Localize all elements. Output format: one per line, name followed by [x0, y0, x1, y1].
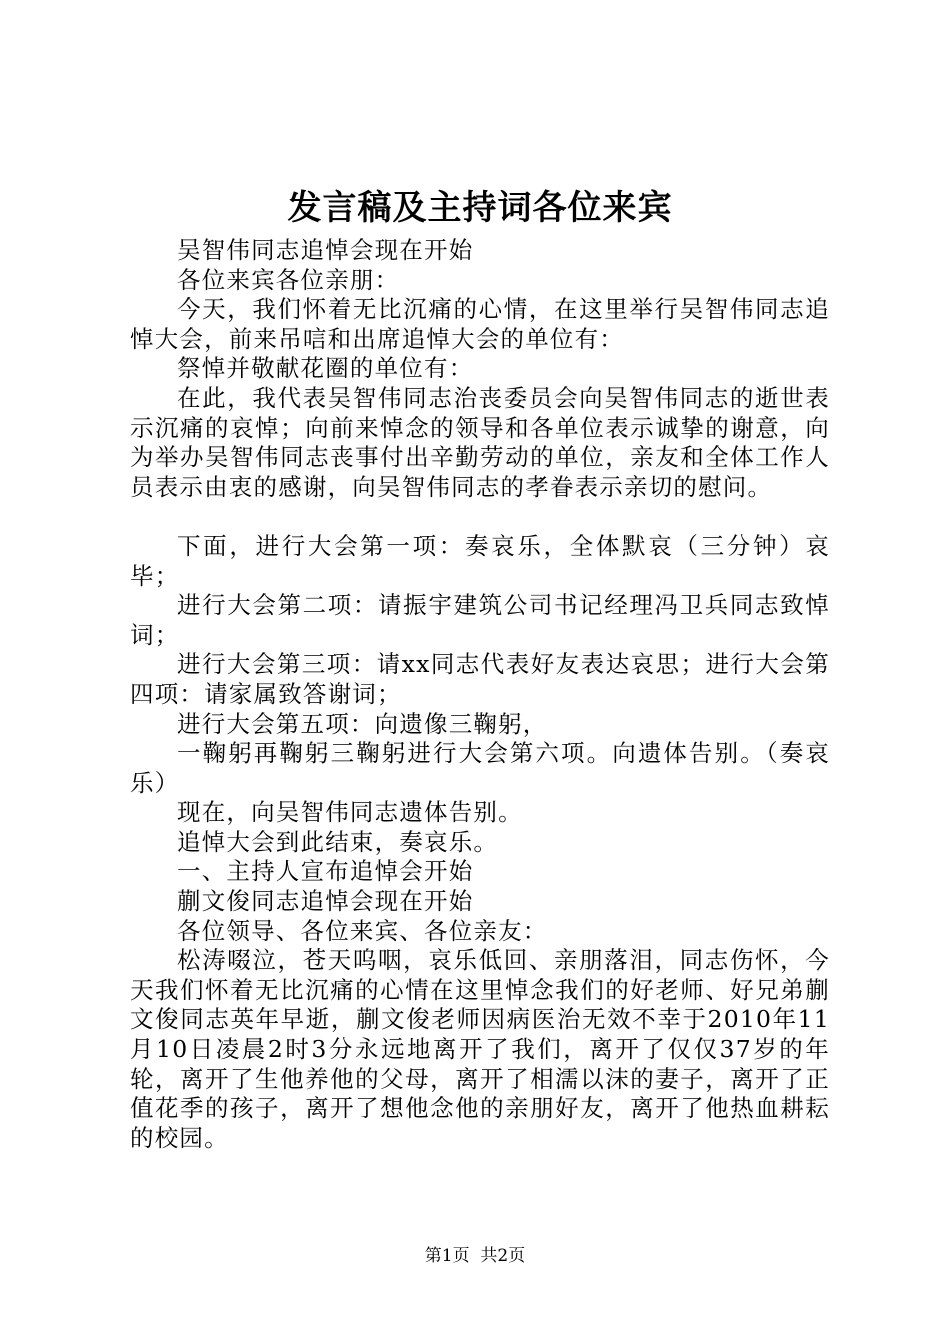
- paragraph: 松涛啜泣，苍天呜咽，哀乐低回、亲朋落泪，同志伤怀，今天我们怀着无比沉痛的心情在这里悼念我们的好老师、好兄弟蒯文俊同志英年早逝，蒯文俊老师因病医治无效不幸于2010年11月10日凌晨2时3分永远地离开了我们，离开了仅仅37岁的年轮，离开了生他养他的父母，离开了相濡以沫的妻子，离开了正值花季的孩子，离开了想他念他的亲朋好友，离开了他热血耕耘的校园。: [130, 946, 830, 1152]
- paragraph: 今天，我们怀着无比沉痛的心情，在这里举行吴智伟同志追悼大会，前来吊唁和出席追悼大会的单位有：: [130, 295, 830, 353]
- page-footer: [0, 1244, 950, 1268]
- paragraph: 祭悼并敬献花圈的单位有：: [177, 354, 474, 383]
- paragraph-spacer: [130, 502, 830, 532]
- page-number-total: 共2页: [480, 1246, 526, 1266]
- paragraph: 各位来宾各位亲朋：: [177, 265, 400, 294]
- paragraph: 进行大会第二项：请振宇建筑公司书记经理冯卫兵同志致悼词；: [130, 591, 830, 649]
- paragraph: 蒯文俊同志追悼会现在开始: [177, 887, 474, 916]
- paragraph: 下面，进行大会第一项：奏哀乐，全体默哀（三分钟）哀毕；: [130, 531, 830, 590]
- paragraph: 吴智伟同志追悼会现在开始: [177, 236, 474, 264]
- paragraph: 一、主持人宣布追悼会开始: [177, 857, 474, 886]
- page-number-current: 第1页: [424, 1246, 470, 1266]
- paragraph: 进行大会第五项：向遗像三鞠躬，: [177, 709, 548, 738]
- paragraph: 现在，向吴智伟同志遗体告别。: [177, 798, 523, 827]
- paragraph: 进行大会第三项：请xx同志代表好友表达哀思；进行大会第四项：请家属致答谢词；: [130, 650, 830, 708]
- paragraph: 各位领导、各位来宾、各位亲友：: [177, 916, 548, 945]
- document-body: [130, 236, 830, 1153]
- paragraph: 追悼大会到此结束，奏哀乐。: [177, 827, 499, 856]
- paragraph: 一鞠躬再鞠躬三鞠躬进行大会第六项。向遗体告别。（奏哀乐）: [130, 739, 830, 797]
- paragraph: 在此，我代表吴智伟同志治丧委员会向吴智伟同志的逝世表示沉痛的哀悼；向前来悼念的领导和各单位表示诚挚的谢意，向为举办吴智伟同志丧事付出辛勤劳动的单位，亲友和全体工作人员表示由衷的感谢，向吴智伟同志的孝眷表示亲切的慰问。: [130, 383, 830, 501]
- footer-separator: [470, 1246, 481, 1266]
- document-title: 发言稿及主持词各位来宾: [287, 188, 673, 228]
